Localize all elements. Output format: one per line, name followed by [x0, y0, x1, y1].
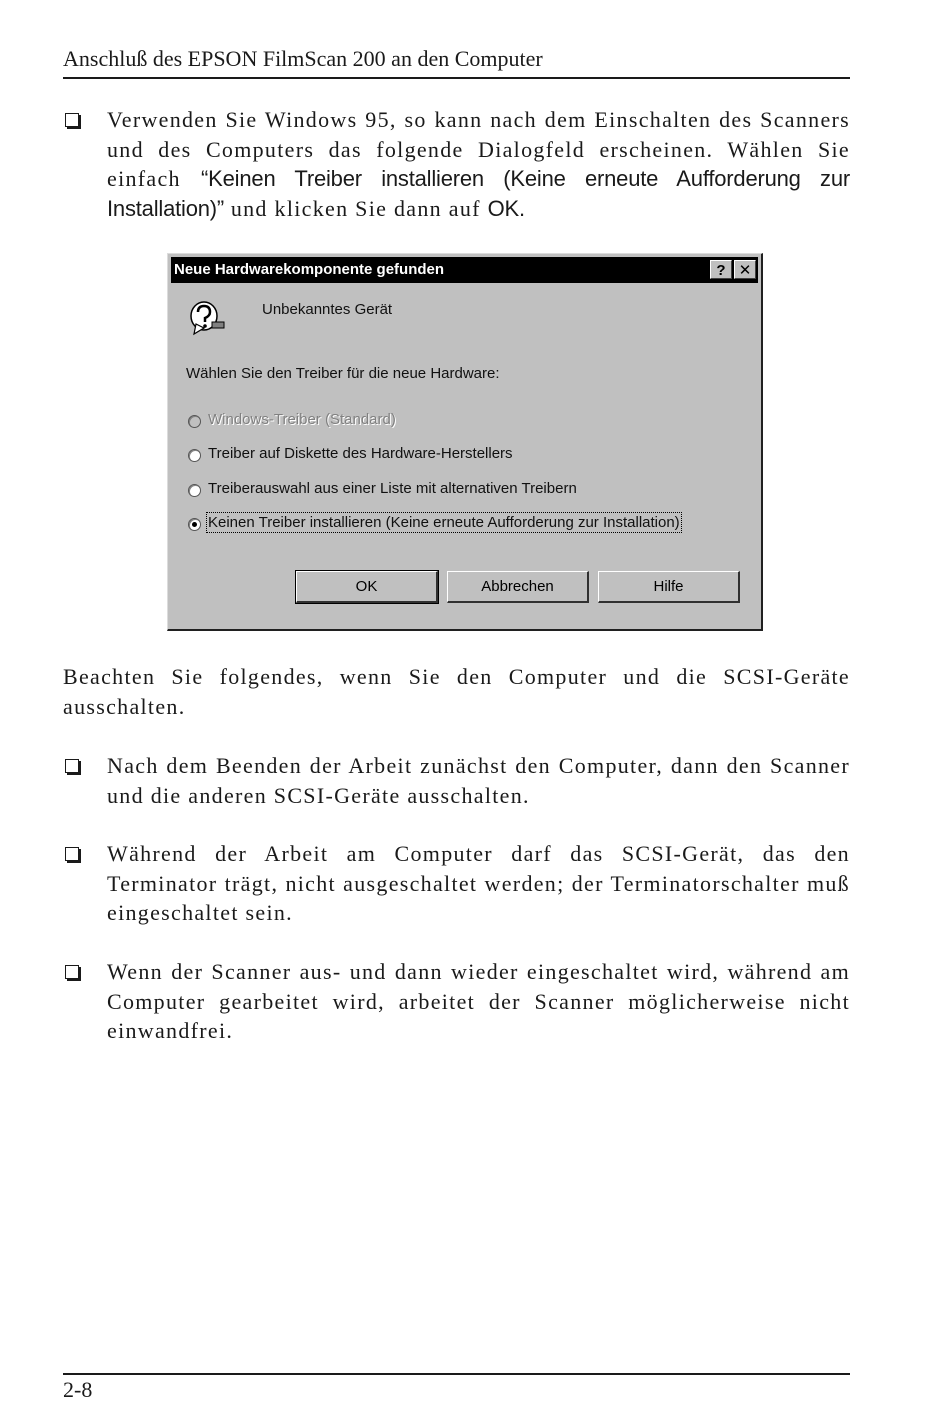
list-item [63, 751, 850, 810]
option-diskette-driver[interactable]: Treiber auf Diskette des Hardware-Herstellers [208, 445, 513, 462]
checkbox-bullet-icon [65, 113, 79, 127]
shutdown-note: Beachten Sie folgendes, wenn Sie den Computer und die SCSI-Geräte ausschalten. [63, 664, 850, 719]
cancel-button[interactable]: Abbrechen [447, 571, 589, 603]
hardware-dialog [167, 253, 763, 631]
list-item-text: Während der Arbeit am Computer darf das SCSI-Gerät, das den Terminator trägt, nicht ausgeschaltet werden; der Terminatorschalter muß eingeschaltet sein. [107, 841, 850, 925]
driver-prompt: Wählen Sie den Treiber für die neue Hardware: [186, 365, 500, 382]
radio-no-driver[interactable] [188, 518, 201, 531]
option-list-driver[interactable]: Treiberauswahl aus einer Liste mit alternativen Treibern [208, 480, 577, 497]
device-name: Unbekanntes Gerät [262, 301, 393, 318]
list-item [63, 957, 850, 1046]
radio-selected-dot [192, 522, 197, 527]
radio-diskette-driver[interactable] [188, 449, 201, 462]
intro-bullet [63, 105, 850, 223]
dialog-titlebar [171, 257, 758, 283]
question-device-icon [186, 298, 228, 340]
list-item [63, 839, 850, 928]
page-header: Anschluß des EPSON FilmScan 200 an den Computer [63, 44, 850, 79]
ok-reference: OK. [487, 195, 525, 221]
checkbox-bullet-icon [65, 847, 79, 861]
option-windows-driver: Windows-Treiber (Standard) [208, 411, 396, 428]
option-no-driver[interactable]: Keinen Treiber installieren (Keine erneute Aufforderung zur Installation) [208, 514, 680, 531]
radio-list-driver[interactable] [188, 484, 201, 497]
checkbox-bullet-icon [65, 759, 79, 773]
list-item-text: Nach dem Beenden der Arbeit zunächst den Computer, dann den Scanner und die anderen SCSI-Geräte ausschalten. [107, 753, 850, 808]
intro-bullet-text: Verwenden Sie Windows 95, so kann nach dem Einschalten des Scanners und des Computers das folgende Dialogfeld erscheinen. Wählen Sie einfach “Keinen Treiber installieren (Keine erneute Aufforderung zur Installation)” und klicken Sie dann auf OK. [107, 107, 850, 221]
page-number: 2-8 [63, 1377, 93, 1402]
close-button[interactable]: ✕ [734, 260, 756, 279]
option-quote: “Keinen Treiber installieren (Keine erneute Aufforderung zur Installation)” [107, 166, 850, 221]
dialog-title: Neue Hardwarekomponente gefunden [174, 261, 445, 278]
ok-button[interactable]: OK [296, 571, 438, 603]
radio-windows-driver [188, 415, 201, 428]
help-button[interactable]: Hilfe [598, 571, 740, 603]
footer-divider [63, 1373, 850, 1375]
help-title-button[interactable]: ? [710, 260, 732, 279]
list-item-text: Wenn der Scanner aus- und dann wieder eingeschaltet wird, während am Computer gearbeitet wird, arbeitet der Scanner möglicherweise nicht einwandfrei. [107, 959, 850, 1043]
checkbox-bullet-icon [65, 965, 79, 979]
